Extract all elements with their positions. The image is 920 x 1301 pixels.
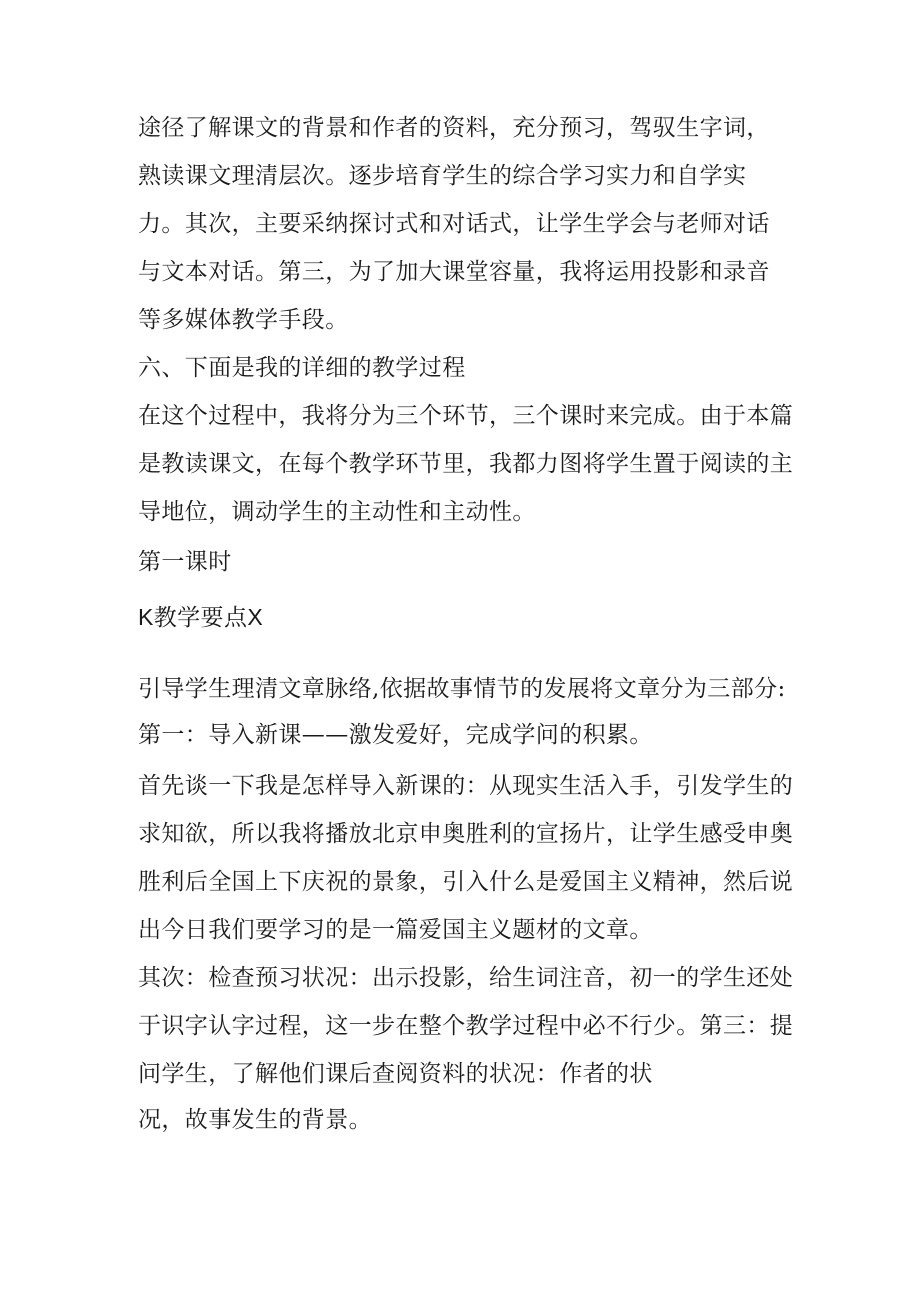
paragraph-line-7: 在这个过程中，我将分为三个环节，三个课时来完成。由于本篇 — [138, 403, 794, 429]
paragraph-line-18: 其次：检查预习状况：出示投影，给生词注音，初一的学生还处 — [138, 965, 794, 991]
paragraph-line-13: 第一：导入新课——激发爱好，完成学问的积累。 — [138, 722, 653, 748]
teaching-points-heading: K教学要点X — [138, 604, 264, 630]
section-heading: 六、下面是我的详细的教学过程 — [138, 355, 466, 381]
paragraph-line-5: 等多媒体教学手段。 — [138, 307, 349, 333]
paragraph-line-1: 途径了解课文的背景和作者的资料，充分预习，驾驭生字词， — [138, 115, 770, 141]
paragraph-line-14: 首先谈一下我是怎样导入新课的：从现实生活入手，引发学生的 — [138, 773, 794, 799]
paragraph-line-19: 于识字认字过程，这一步在整个教学过程中必不行少。第三：提 — [138, 1013, 794, 1039]
paragraph-line-20: 问学生，了解他们课后查阅资料的状况：作者的状 — [138, 1061, 653, 1087]
paragraph-line-15: 求知欲，所以我将播放北京申奥胜利的宣扬片，让学生感受申奥 — [138, 821, 794, 847]
paragraph-line-21: 况，故事发生的背景。 — [138, 1107, 372, 1133]
paragraph-line-4: 与文本对话。第三，为了加大课堂容量，我将运用投影和录音 — [138, 259, 770, 285]
paragraph-line-9: 导地位，调动学生的主动性和主动性。 — [138, 499, 536, 525]
paragraph-line-12: 引导学生理清文章脉络,依据故事情节的发展将文章分为三部分: — [138, 676, 786, 702]
paragraph-line-3: 力。其次，主要采纳探讨式和对话式，让学生学会与老师对话 — [138, 211, 770, 237]
paragraph-line-2: 熟读课文理清层次。逐步培育学生的综合学习实力和自学实 — [138, 163, 747, 189]
paragraph-line-16: 胜利后全国上下庆祝的景象，引入什么是爱国主义精神，然后说 — [138, 869, 794, 895]
paragraph-line-8: 是教读课文，在每个教学环节里，我都力图将学生置于阅读的主 — [138, 451, 794, 477]
paragraph-line-17: 出今日我们要学习的是一篇爱国主义题材的文章。 — [138, 917, 653, 943]
lesson-heading: 第一课时 — [138, 549, 232, 575]
